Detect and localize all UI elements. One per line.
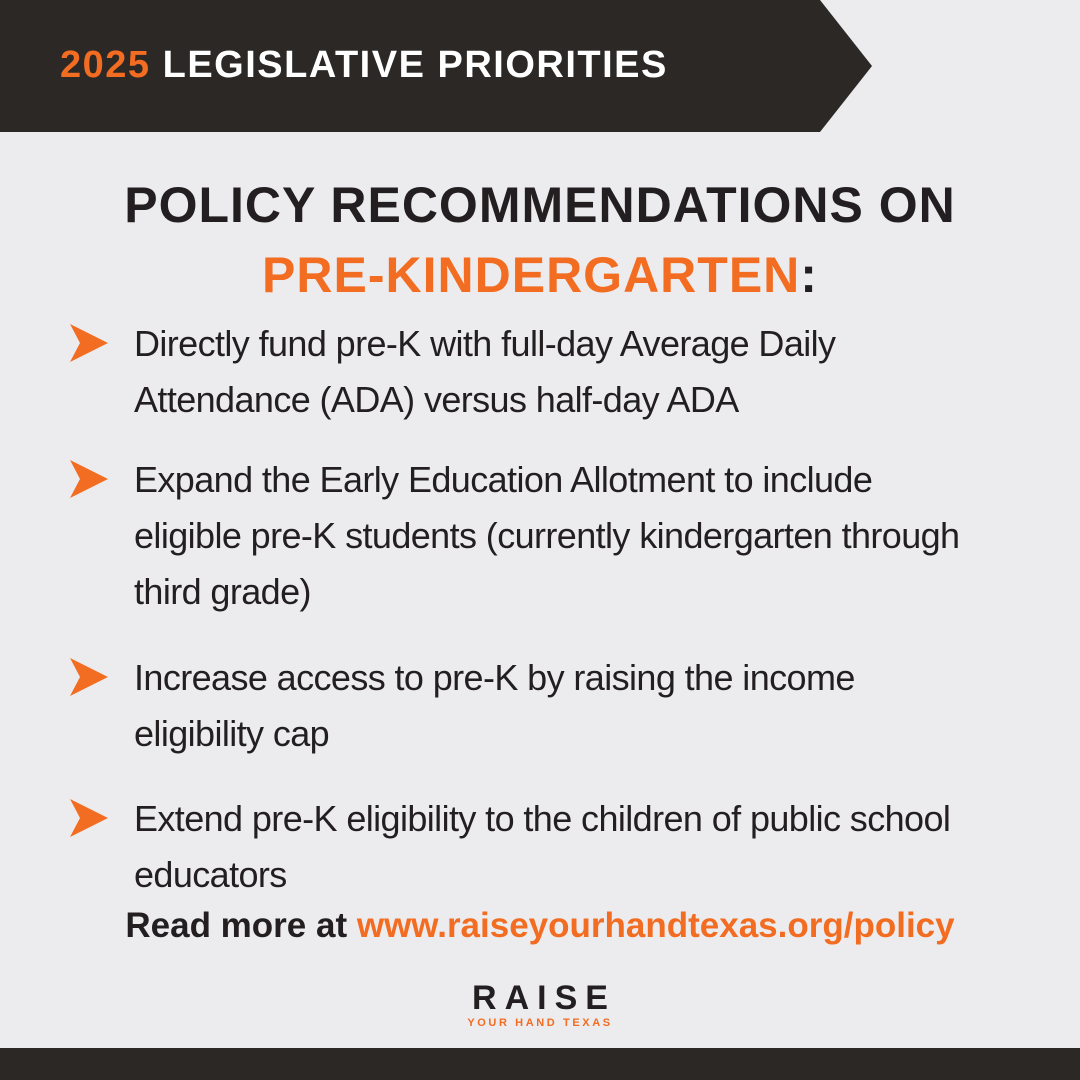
- page-title-line1: POLICY RECOMMENDATIONS ON: [124, 177, 956, 233]
- chevron-arrow-icon: [68, 322, 110, 364]
- chevron-arrow-icon: [68, 797, 110, 839]
- raise-logo: [462, 980, 618, 1030]
- page-title-punct: :: [800, 247, 818, 303]
- list-item-text: Extend pre-K eligibility to the children of public school educators: [134, 798, 951, 895]
- read-more-link[interactable]: www.raiseyourhandtexas.org/policy: [356, 906, 955, 945]
- list-item-text: Directly fund pre-K with full-day Average Daily Attendance (ADA) versus half-day ADA: [134, 323, 836, 420]
- list-item-text: Expand the Early Education Allotment to include eligible pre-K students (currently kindergarten through third grade): [134, 459, 960, 612]
- banner-title-text: LEGISLATIVE PRIORITIES: [162, 44, 668, 86]
- chevron-arrow-icon: [68, 458, 110, 500]
- read-more-label: Read more at: [125, 906, 348, 945]
- read-more: [0, 906, 1080, 946]
- banner-year: 2025: [60, 44, 151, 86]
- chevron-arrow-icon: [68, 656, 110, 698]
- logo-wordmark: RAISE: [472, 979, 616, 1017]
- page-title-accent: PRE-KINDERGARTEN: [262, 247, 801, 303]
- footer-bar: [0, 1048, 1080, 1080]
- logo-tagline: YOUR HAND TEXAS: [467, 1017, 613, 1029]
- list-item-text: Increase access to pre-K by raising the income eligibility cap: [134, 657, 855, 754]
